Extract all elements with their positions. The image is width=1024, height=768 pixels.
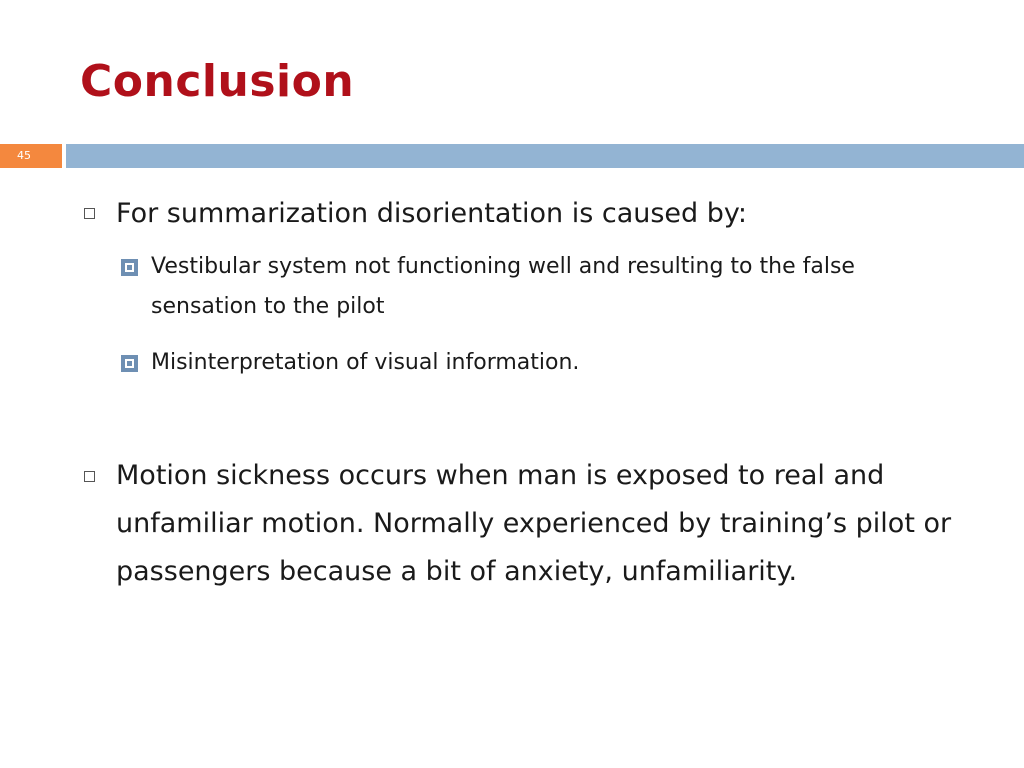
slide-number: 45 (17, 149, 31, 162)
slide-title: Conclusion (80, 56, 355, 107)
boxed-square-bullet-icon (121, 259, 138, 276)
boxed-square-bullet-icon (121, 355, 138, 372)
hollow-square-bullet-icon (84, 208, 95, 219)
sub-bullet-text: Misinterpretation of visual information. (151, 350, 580, 375)
sub-bullet-text: Vestibular system not functioning well and resulting to the false sensation to the pilot (151, 254, 855, 319)
hollow-square-bullet-icon (84, 471, 95, 482)
bullet-text: Motion sickness occurs when man is exposed to real and unfamiliar motion. Normally experienced by training’s pilot or passengers because a bit of anxiety, unfamiliarity. (116, 460, 952, 587)
bullet-text: For summarization disorientation is caused by: (116, 198, 748, 229)
